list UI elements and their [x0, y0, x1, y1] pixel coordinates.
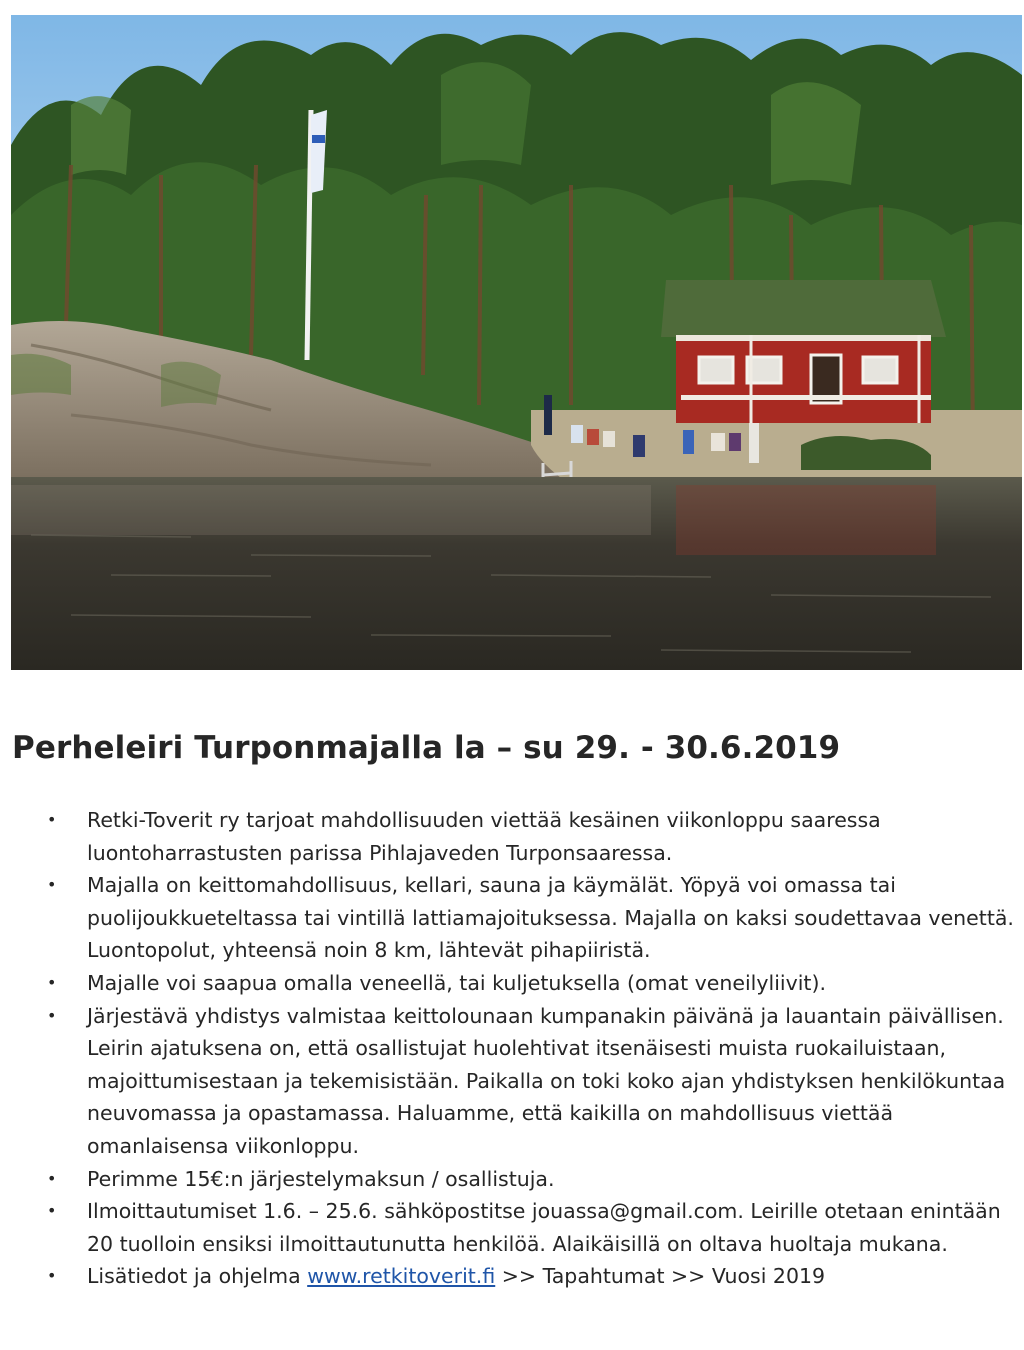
cabin-lake-scene: [11, 15, 1022, 670]
list-item-text: Ilmoittautumiset 1.6. – 25.6. sähköpostitse jouassa@gmail.com. Leirille otetaan enintään 20 tuolloin ensiksi ilmoittautunutta henkilöä. Alaikäisillä on oltava huoltaja mukana.: [87, 1199, 1001, 1256]
more-info-suffix: >> Tapahtumat >> Vuosi 2019: [495, 1264, 826, 1289]
list-item-more-info: [0, 1260, 1024, 1293]
list-item: [0, 1163, 1024, 1196]
bullet-icon: •: [47, 1005, 57, 1025]
list-item: [0, 804, 1024, 869]
list-item-text: Järjestävä yhdistys valmistaa keittolounaan kumpanakin päivänä ja lauantain päivällisen. Leirin ajatuksena on, että osallistujat huolehtivat itsenäisesti muista ruokailuistaan, majoittumisestaan ja tekemisistään. Paikalla on toki koko ajan yhdistyksen henkilökuntaa neuvomassa ja opastamassa. Haluamme, että kaikilla on mahdollisuus viettää omanlaisensa viikonloppu.: [87, 1003, 1006, 1158]
list-item: [0, 869, 1024, 967]
list-item-text: Retki-Toverit ry tarjoat mahdollisuuden viettää kesäinen viikonloppu saaressa luontoharrastusten parissa Pihlajaveden Turponsaaressa.: [87, 808, 881, 865]
bullet-icon: •: [47, 875, 57, 895]
list-item-text: Majalla on keittomahdollisuus, kellari, sauna ja käymälät. Yöpyä voi omassa tai puolijoukkueteltassa tai vintillä lattiamajoituksessa. Majalla on kaksi soudettavaa venettä. Luontopolut, yhteensä noin 8 km, lähtevät pihapiiristä.: [87, 873, 1014, 963]
website-link[interactable]: www.retkitoverit.fi: [307, 1264, 496, 1289]
list-item: [0, 1195, 1024, 1260]
more-info-prefix: Lisätiedot ja ohjelma: [87, 1264, 308, 1289]
list-item-text: Majalle voi saapua omalla veneellä, tai kuljetuksella (omat veneilyliivit).: [87, 970, 826, 995]
list-item: [0, 1000, 1024, 1163]
bullet-icon: •: [47, 810, 57, 829]
bullet-icon: •: [47, 1266, 57, 1286]
info-list: [0, 804, 1024, 1293]
list-item: [0, 967, 1024, 1000]
page-title: Perheleiri Turponmajalla la – su 29. - 30.6.2019: [12, 730, 841, 766]
cabin-photo: [11, 15, 1022, 670]
bullet-icon: •: [47, 1168, 57, 1188]
bullet-icon: •: [47, 1201, 57, 1221]
list-item-text: Perimme 15€:n järjestelymaksun / osallistuja.: [87, 1166, 555, 1191]
bullet-icon: •: [47, 972, 57, 992]
